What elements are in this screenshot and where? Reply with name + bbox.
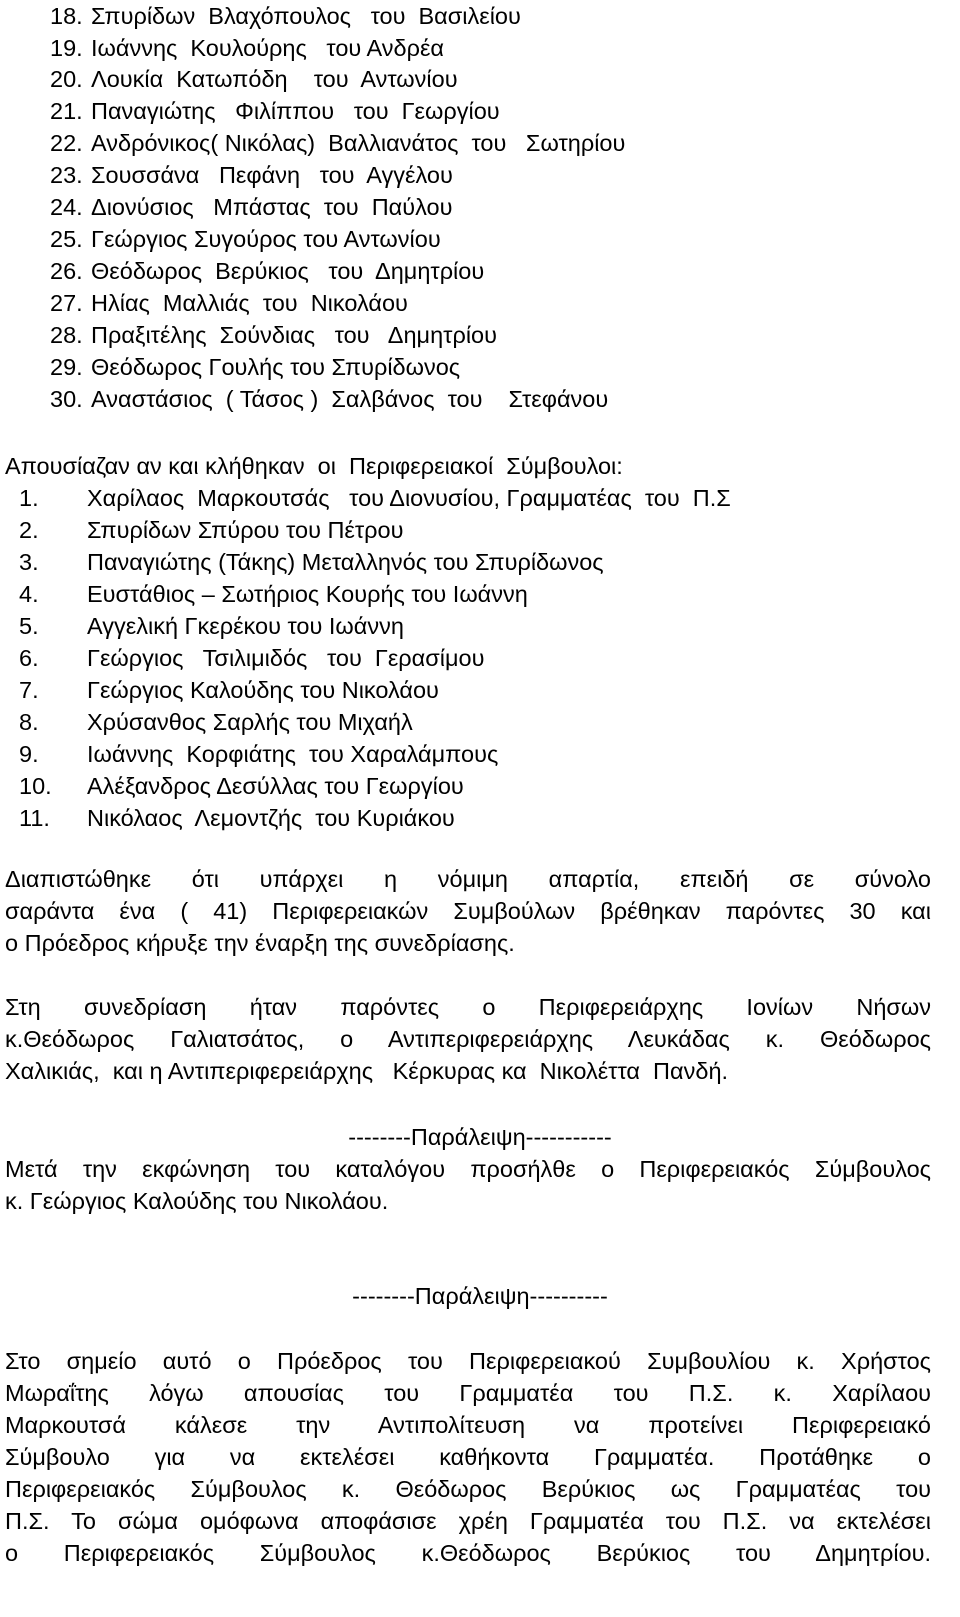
paragraph-line: ο Περιφερειακός Σύμβουλος κ.Θεόδωρος Βερύκιος του Δημητρίου. — [5, 1540, 931, 1566]
item-number: 4. — [19, 581, 39, 607]
item-number: 25. — [50, 226, 83, 252]
list-item — [5, 191, 452, 223]
list-item — [5, 546, 604, 578]
item-text: Θεόδωρος Βερύκιος του Δημητρίου — [91, 258, 485, 284]
item-number: 6. — [19, 645, 39, 671]
list-item — [5, 578, 528, 610]
item-number: 26. — [50, 258, 83, 284]
item-number: 2. — [19, 517, 39, 543]
list-item — [5, 738, 498, 770]
list-item — [5, 802, 455, 834]
list-item — [5, 159, 453, 191]
item-text: Γεώργιος Καλούδης του Νικολάου — [87, 677, 439, 703]
item-text: Χαρίλαος Μαρκουτσάς του Διονυσίου, Γραμματέας του Π.Σ — [87, 485, 731, 511]
list-item — [5, 223, 441, 255]
paragraph-line: Περιφερειακός Σύμβουλος κ. Θεόδωρος Βερύκιος ως Γραμματέας του — [5, 1476, 931, 1502]
item-number: 7. — [19, 677, 39, 703]
list-item — [5, 287, 408, 319]
paragraph-line: Στη συνεδρίαση ήταν παρόντες ο Περιφερειάρχης Ιονίων Νήσων — [5, 994, 931, 1020]
paragraph-line: ο Πρόεδρος κήρυξε την έναρξη της συνεδρίασης. — [5, 930, 515, 956]
paragraph-line: Διαπιστώθηκε ότι υπάρχει η νόμιμη απαρτία, επειδή σε σύνολο — [5, 866, 931, 892]
list-item — [5, 95, 500, 127]
item-text: Χρύσανθος Σαρλής του Μιχαήλ — [87, 709, 413, 735]
item-text: Γεώργιος Τσιλιμιδός του Γερασίμου — [87, 645, 485, 671]
list-item — [5, 706, 413, 738]
item-text: Γεώργιος Συγούρος του Αντωνίου — [91, 226, 441, 252]
item-number: 27. — [50, 290, 83, 316]
item-text: Λουκία Κατωπόδη του Αντωνίου — [91, 66, 458, 92]
list-item — [5, 255, 484, 287]
paragraph-line: Μετά την εκφώνηση του καταλόγου προσήλθε ο Περιφερειακός Σύμβουλος — [5, 1156, 931, 1182]
paragraph-line: Μαρκουτσά κάλεσε την Αντιπολίτευση να προτείνει Περιφερειακό — [5, 1412, 931, 1438]
item-number: 20. — [50, 66, 83, 92]
item-text: Αγγελική Γκερέκου του Ιωάννη — [87, 613, 404, 639]
list-item — [5, 32, 444, 64]
item-number: 30. — [50, 386, 83, 412]
list-item — [5, 383, 608, 415]
item-number: 8. — [19, 709, 39, 735]
list-item — [5, 63, 458, 95]
item-text: Αλέξανδρος Δεσύλλας του Γεωργίου — [87, 773, 464, 799]
item-number: 22. — [50, 130, 83, 156]
item-text: Ανδρόνικος( Νικόλας) Βαλλιανάτος του Σωτηρίου — [91, 130, 626, 156]
list-item — [5, 0, 521, 32]
paragraph-line: κ.Θεόδωρος Γαλιατσάτος, ο Αντιπεριφερειάρχης Λευκάδας κ. Θεόδωρος — [5, 1026, 931, 1052]
item-number: 9. — [19, 741, 39, 767]
omission-marker: --------Παράλειψη----------- — [348, 1124, 612, 1150]
item-text: Παναγιώτης Φιλίππου του Γεωργίου — [91, 98, 500, 124]
paragraph-line: Στο σημείο αυτό ο Πρόεδρος του Περιφερειακού Συμβουλίου κ. Χρήστος — [5, 1348, 931, 1374]
item-number: 1. — [19, 485, 39, 511]
item-text: Νικόλαος Λεμοντζής του Κυριάκου — [87, 805, 455, 831]
list-item — [5, 514, 403, 546]
absent-heading: Απουσίαζαν αν και κλήθηκαν οι Περιφερειακοί Σύμβουλοι: — [5, 453, 623, 479]
list-item — [5, 610, 404, 642]
item-text: Σπυρίδων Σπύρου του Πέτρου — [87, 517, 404, 543]
item-text: Ιωάννης Κορφιάτης του Χαραλάμπους — [87, 741, 499, 767]
item-text: Σπυρίδων Βλαχόπουλος του Βασιλείου — [91, 3, 521, 29]
paragraph-line: κ. Γεώργιος Καλούδης του Νικολάου. — [5, 1188, 389, 1214]
list-item — [5, 319, 497, 351]
item-number: 21. — [50, 98, 83, 124]
paragraph-line: σαράντα ένα ( 41) Περιφερειακών Συμβούλων βρέθηκαν παρόντες 30 και — [5, 898, 931, 924]
paragraph-line: Χαλικιάς, και η Αντιπεριφερειάρχης Κέρκυρας κα Νικολέττα Πανδή. — [5, 1058, 729, 1084]
item-text: Ηλίας Μαλλιάς του Νικολάου — [91, 290, 408, 316]
item-text: Αναστάσιος ( Τάσος ) Σαλβάνος του Στεφάνου — [91, 386, 609, 412]
item-number: 3. — [19, 549, 39, 575]
item-number: 11. — [19, 805, 50, 831]
paragraph-line: Π.Σ. Το σώμα ομόφωνα αποφάσισε χρέη Γραμματέα του Π.Σ. να εκτελέσει — [5, 1508, 931, 1534]
item-text: Ευστάθιος – Σωτήριος Κουρής του Ιωάννη — [87, 581, 528, 607]
item-number: 28. — [50, 322, 83, 348]
item-text: Διονύσιος Μπάστας του Παύλου — [91, 194, 453, 220]
item-number: 19. — [50, 35, 83, 61]
item-text: Σουσσάνα Πεφάνη του Αγγέλου — [91, 162, 453, 188]
paragraph-line: Σύμβουλο για να εκτελέσει καθήκοντα Γραμματέα. Προτάθηκε ο — [5, 1444, 931, 1470]
item-number: 29. — [50, 354, 83, 380]
list-item — [5, 482, 731, 514]
item-number: 10. — [19, 773, 52, 799]
item-number: 5. — [19, 613, 39, 639]
item-number: 18. — [50, 3, 83, 29]
list-item — [5, 770, 464, 802]
list-item — [5, 642, 484, 674]
list-item — [5, 674, 439, 706]
list-item — [5, 351, 460, 383]
item-number: 23. — [50, 162, 83, 188]
item-text: Θεόδωρος Γουλής του Σπυρίδωνος — [91, 354, 461, 380]
item-text: Πραξιτέλης Σούνδιας του Δημητρίου — [91, 322, 497, 348]
omission-marker: --------Παράλειψη---------- — [352, 1283, 608, 1309]
item-text: Παναγιώτης (Τάκης) Μεταλληνός του Σπυρίδωνος — [87, 549, 604, 575]
paragraph-line: Μωραΐτης λόγω απουσίας του Γραμματέα του Π.Σ. κ. Χαρίλαου — [5, 1380, 931, 1406]
list-item — [5, 127, 625, 159]
item-number: 24. — [50, 194, 83, 220]
item-text: Ιωάννης Κουλούρης του Ανδρέα — [91, 35, 445, 61]
